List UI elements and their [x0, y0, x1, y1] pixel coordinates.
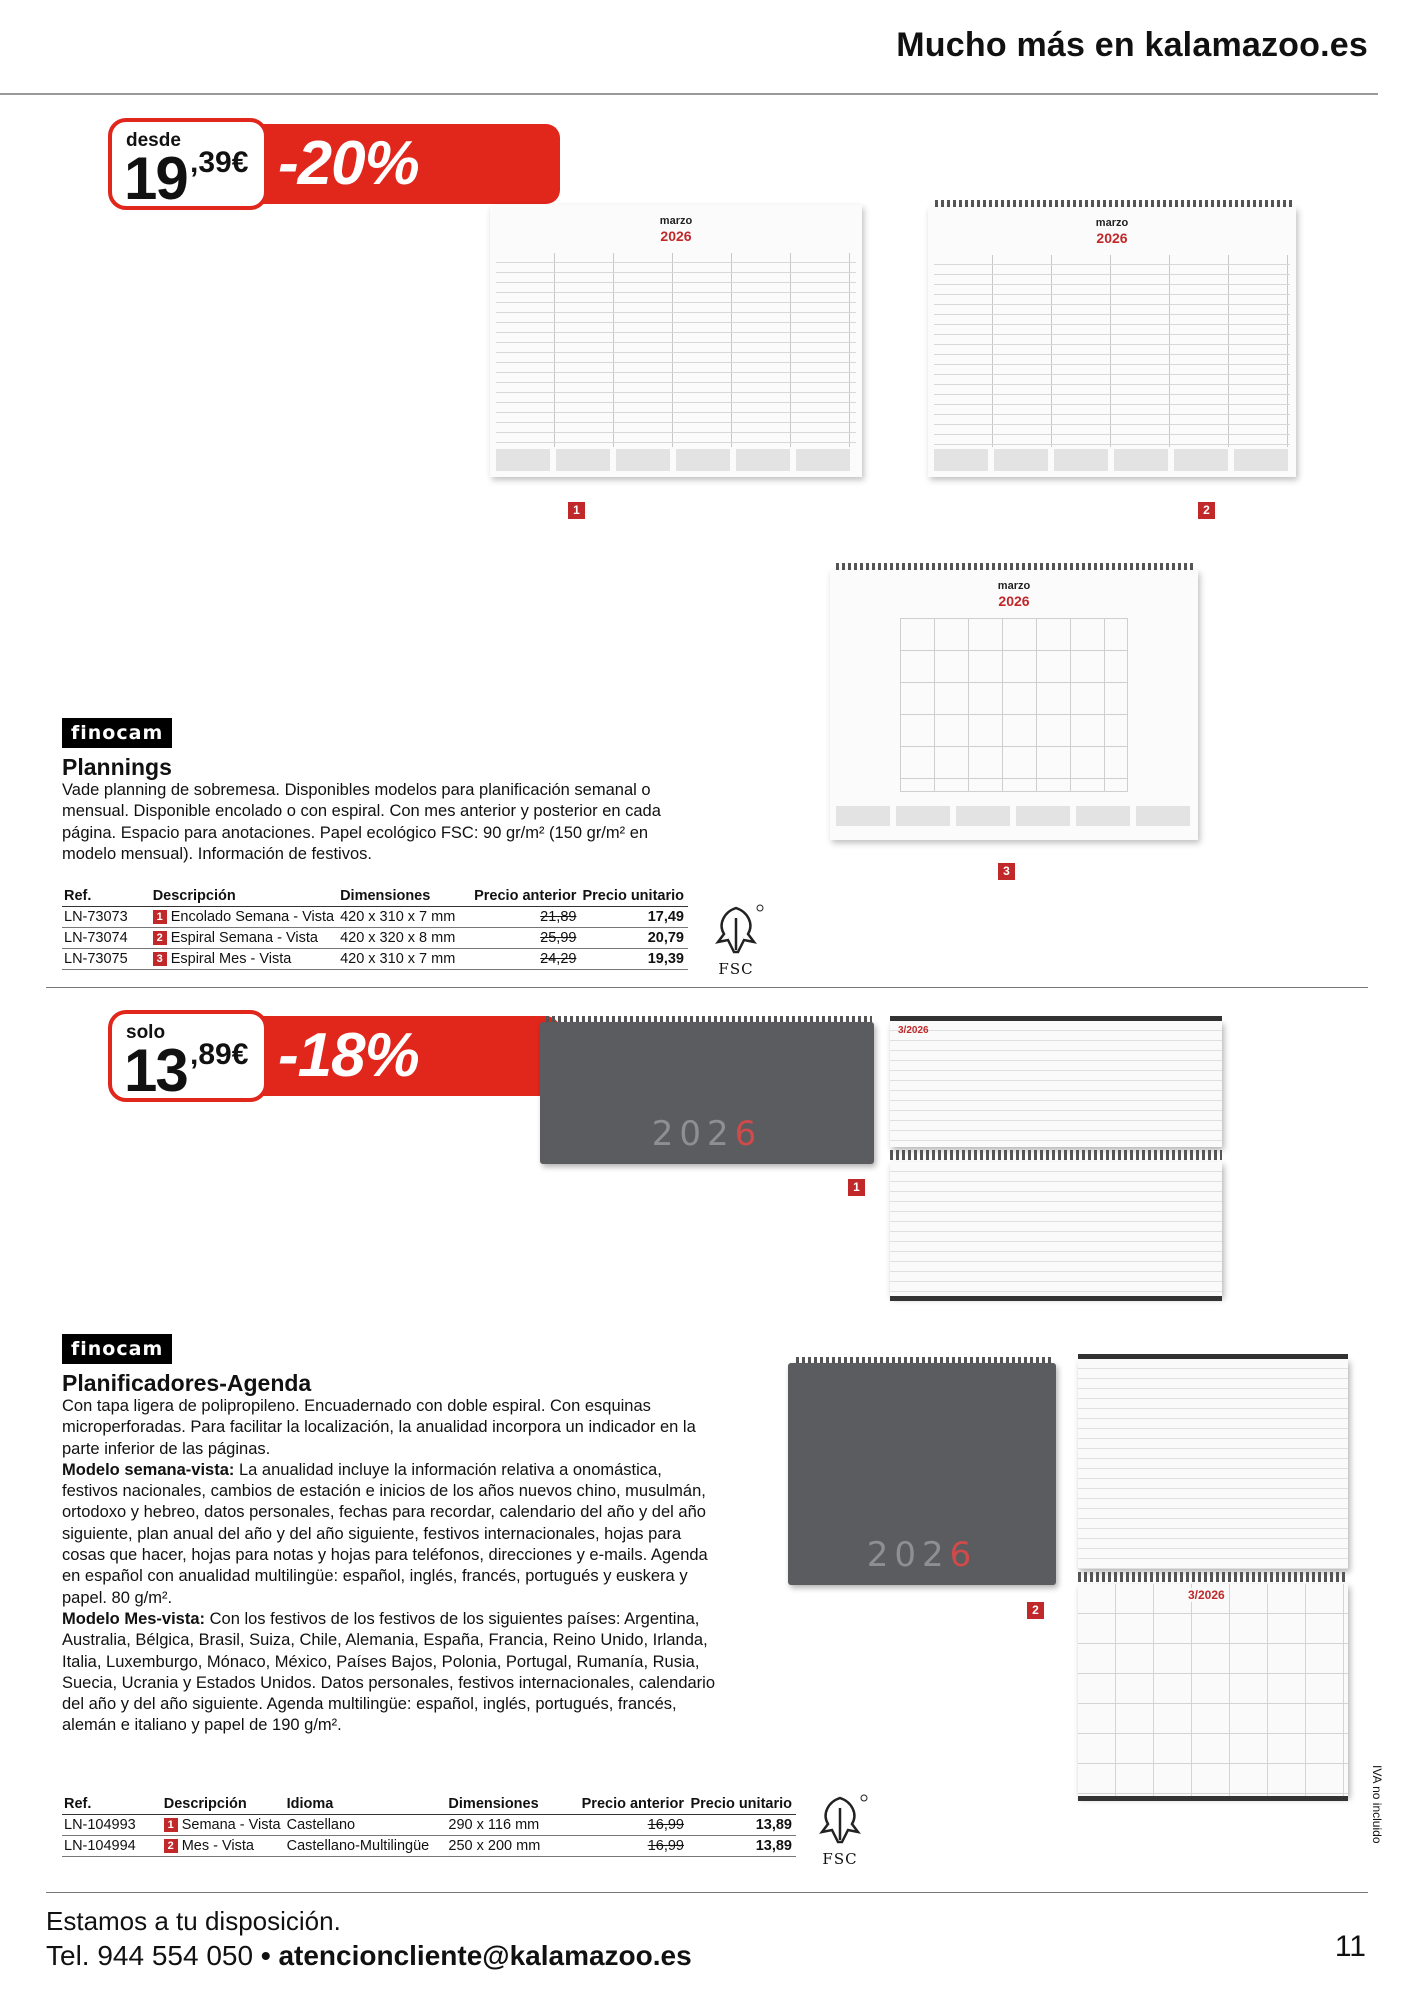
- marker-1: 1: [848, 1179, 865, 1196]
- calendar-footer-boxes: [934, 449, 1290, 471]
- cell-price: 20,79: [580, 927, 688, 948]
- pad-bottom-bar: [890, 1296, 1222, 1301]
- cell-price: 17,49: [580, 906, 688, 927]
- planning-image-1: [490, 205, 862, 477]
- calendar-footer-boxes: [496, 449, 856, 471]
- col-price: Precio unitario: [688, 1794, 796, 1814]
- price-prefix: desde: [126, 130, 181, 151]
- discount-label: -18%: [258, 1016, 560, 1096]
- table-row: [62, 1835, 796, 1856]
- index-marker: 1: [164, 1818, 178, 1832]
- desc-text: Espiral Mes - Vista: [170, 950, 292, 967]
- vat-note: [1370, 1765, 1384, 1875]
- agenda-table: [62, 1794, 796, 1857]
- vat-note-text: IVA no incluido: [1370, 1765, 1384, 1844]
- table-header-row: [62, 886, 688, 906]
- fsc-text: FSC: [718, 960, 754, 978]
- cell-dim: 420 x 310 x 7 mm: [338, 906, 471, 927]
- plannings-table: [62, 886, 688, 970]
- fsc-tree-icon: [808, 1792, 872, 1848]
- desc-text: Encolado Semana - Vista: [170, 908, 335, 925]
- page-date: 3/2026: [898, 1025, 929, 1036]
- cell-desc: [151, 906, 338, 927]
- cell-dim: 420 x 320 x 8 mm: [338, 927, 471, 948]
- desc-text: Semana - Vista: [181, 1816, 281, 1833]
- desc-text: Espiral Semana - Vista: [170, 929, 318, 946]
- calendar-year: 2026: [998, 593, 1030, 609]
- cell-desc: [162, 1835, 285, 1856]
- month-label: Modelo Mes-vista:: [62, 1609, 206, 1628]
- table-row: [62, 906, 688, 927]
- month-text: Con los festivos de los festivos de los siguientes países: Argentina, Australia, Bélgica, Brasil, Suiza, Chile, Alemania, España, Francia, Reino Unido, Irlanda, Italia, Luxemburgo, Mónaco, México, Países Bajos, Polonia, Portugal, Rumanía, Rusia, Suecia, Ucrania y Estados Unidos. Datos personales, festivos internacionales, calendario del año y del año siguiente. Agenda multilingüe: español, inglés, portugués, francés, alemán e italiano y papel de 190 g/m².: [62, 1609, 716, 1735]
- calendar-lines: [934, 255, 1290, 447]
- col-lang: Idioma: [285, 1794, 447, 1814]
- col-price: Precio unitario: [580, 886, 688, 906]
- fsc-logo: [704, 902, 768, 978]
- col-dim: Dimensiones: [446, 1794, 572, 1814]
- price-decimal: ,39€: [190, 146, 249, 179]
- col-old: Precio anterior: [572, 1794, 688, 1814]
- index-marker: 2: [153, 931, 167, 945]
- price-box: [108, 118, 268, 210]
- pad-bottom-bar: [1078, 1796, 1348, 1801]
- fsc-text: FSC: [822, 1850, 858, 1868]
- cell-dim: 420 x 310 x 7 mm: [338, 948, 471, 969]
- cell-ref: LN-104993: [62, 1814, 162, 1835]
- planning-image-2: [928, 207, 1296, 477]
- footer-rule: [46, 1892, 1368, 1893]
- cover-year-red: 6: [949, 1535, 978, 1575]
- calendar-footer-boxes: [836, 806, 1192, 826]
- cell-dim: 290 x 116 mm: [446, 1814, 572, 1835]
- cell-old-price: 24,29: [471, 948, 580, 969]
- price-integer: 19: [124, 145, 187, 212]
- index-marker: 1: [153, 910, 167, 924]
- footer-phone: Tel. 944 554 050: [46, 1940, 254, 1971]
- cell-lang: Castellano-Multilingüe: [285, 1835, 447, 1856]
- spiral-binding: [890, 1150, 1222, 1160]
- page-date: 3/2026: [1188, 1588, 1225, 1602]
- calendar-year: 2026: [1096, 230, 1128, 246]
- cell-old-price: 25,99: [471, 927, 580, 948]
- agenda-cover-week: [540, 1022, 874, 1164]
- footer-contact: [46, 1940, 692, 1972]
- header-rule: [0, 93, 1378, 95]
- cell-ref: LN-73075: [62, 948, 151, 969]
- cover-year: [540, 1114, 874, 1154]
- cell-lang: Castellano: [285, 1814, 447, 1835]
- col-old: Precio anterior: [471, 886, 580, 906]
- calendar-month: marzo: [1095, 217, 1129, 229]
- price-box: [108, 1010, 268, 1102]
- price-prefix: solo: [126, 1022, 166, 1043]
- week-label: Modelo semana-vista:: [62, 1460, 235, 1479]
- cell-ref: LN-104994: [62, 1835, 162, 1856]
- table-row: [62, 927, 688, 948]
- cell-old-price: 21,89: [471, 906, 580, 927]
- cell-ref: LN-73074: [62, 927, 151, 948]
- agenda-page-week-top: [890, 1021, 1222, 1147]
- calendar-year: 2026: [660, 228, 692, 244]
- agenda-page-month-bottom: [1078, 1584, 1348, 1796]
- product-description: Vade planning de sobremesa. Disponibles modelos para planificación semanal o mensual. Disponible encolado o con espiral. Con mes anterior y posterior en cada página. Espacio para anotaciones. Papel ecológico FSC: 90 gr/m² (150 gr/m² en modelo mensual). Información de festivos.: [62, 781, 661, 863]
- spiral-binding: [1078, 1572, 1348, 1582]
- cell-price: 19,39: [580, 948, 688, 969]
- table-header-row: [62, 1794, 796, 1814]
- brand-tag: finocam: [62, 1334, 172, 1364]
- cell-price: 13,89: [688, 1835, 796, 1856]
- cell-desc: [151, 948, 338, 969]
- footer-bullet: •: [253, 1940, 279, 1971]
- index-marker: 2: [164, 1839, 178, 1853]
- footer-line1: Estamos a tu disposición.: [46, 1906, 341, 1936]
- col-ref: Ref.: [62, 886, 151, 906]
- section-rule: [46, 987, 1368, 988]
- discount-label: -20%: [258, 124, 560, 204]
- agenda-page-week-bottom: [890, 1162, 1222, 1296]
- price-integer: 13: [124, 1037, 187, 1104]
- brand-tag: finocam: [62, 718, 172, 748]
- col-dim: Dimensiones: [338, 886, 471, 906]
- fsc-tree-icon: [704, 902, 768, 958]
- fsc-logo: [808, 1792, 872, 1868]
- desc-intro: Con tapa ligera de polipropileno. Encuadernado con doble espiral. Con esquinas microperforadas. Para facilitar la localización, la anualidad incorpora un indicador en la parte inferior de las páginas.: [62, 1397, 696, 1458]
- col-desc: Descripción: [162, 1794, 285, 1814]
- planning-image-3: [830, 570, 1198, 840]
- cover-year-red: 6: [734, 1114, 763, 1154]
- col-desc: Descripción: [151, 886, 338, 906]
- product-description: [62, 1396, 722, 1737]
- cell-old-price: 16,99: [572, 1814, 688, 1835]
- cover-year-grey: 202: [866, 1535, 950, 1575]
- calendar-month: marzo: [659, 215, 693, 227]
- marker-2: 2: [1027, 1602, 1044, 1619]
- cover-year: [788, 1535, 1056, 1575]
- marker-2: 2: [1198, 502, 1215, 519]
- cell-old-price: 16,99: [572, 1835, 688, 1856]
- cell-price: 13,89: [688, 1814, 796, 1835]
- product-title: Plannings: [62, 754, 172, 780]
- cell-ref: LN-73073: [62, 906, 151, 927]
- cover-year-grey: 202: [651, 1114, 735, 1154]
- agenda-cover-month: [788, 1363, 1056, 1585]
- calendar-month: marzo: [997, 580, 1031, 592]
- calendar-lines: [496, 253, 856, 447]
- cell-dim: 250 x 200 mm: [446, 1835, 572, 1856]
- week-text: La anualidad incluye la información relativa a onomástica, festivos nacionales, cambios de estación e inicios de los años nuevos chino, musulmán, ortodoxo y hebreo, datos personales, fechas para recordar, calendario del año y del año siguiente, plan anual del año y del año siguiente, festivos internacionales, hojas para cosas que hacer, hojas para notas y hojas para teléfonos, direcciones y e-mails. Agenda en español con anualidad multilingüe: español, inglés, francés, portugués y euskera y papel. 80 g/m².: [62, 1460, 708, 1607]
- product-title: Planificadores-Agenda: [62, 1370, 312, 1396]
- price-badge-plannings: [108, 118, 568, 210]
- table-row: [62, 1814, 796, 1835]
- page-number: 11: [1334, 1930, 1366, 1963]
- cell-desc: [162, 1814, 285, 1835]
- price-decimal: ,89€: [190, 1038, 249, 1071]
- table-row: [62, 948, 688, 969]
- marker-3: 3: [998, 863, 1015, 880]
- col-ref: Ref.: [62, 1794, 162, 1814]
- index-marker: 3: [153, 952, 167, 966]
- price-badge-agenda: [108, 1010, 568, 1102]
- month-grid: [900, 618, 1128, 792]
- header-title: Mucho más en kalamazoo.es: [896, 26, 1368, 64]
- marker-1: 1: [568, 502, 585, 519]
- footer-email[interactable]: atencioncliente@kalamazoo.es: [278, 1940, 692, 1971]
- agenda-page-month-top: [1078, 1359, 1348, 1569]
- cell-desc: [151, 927, 338, 948]
- desc-text: Mes - Vista: [181, 1837, 254, 1854]
